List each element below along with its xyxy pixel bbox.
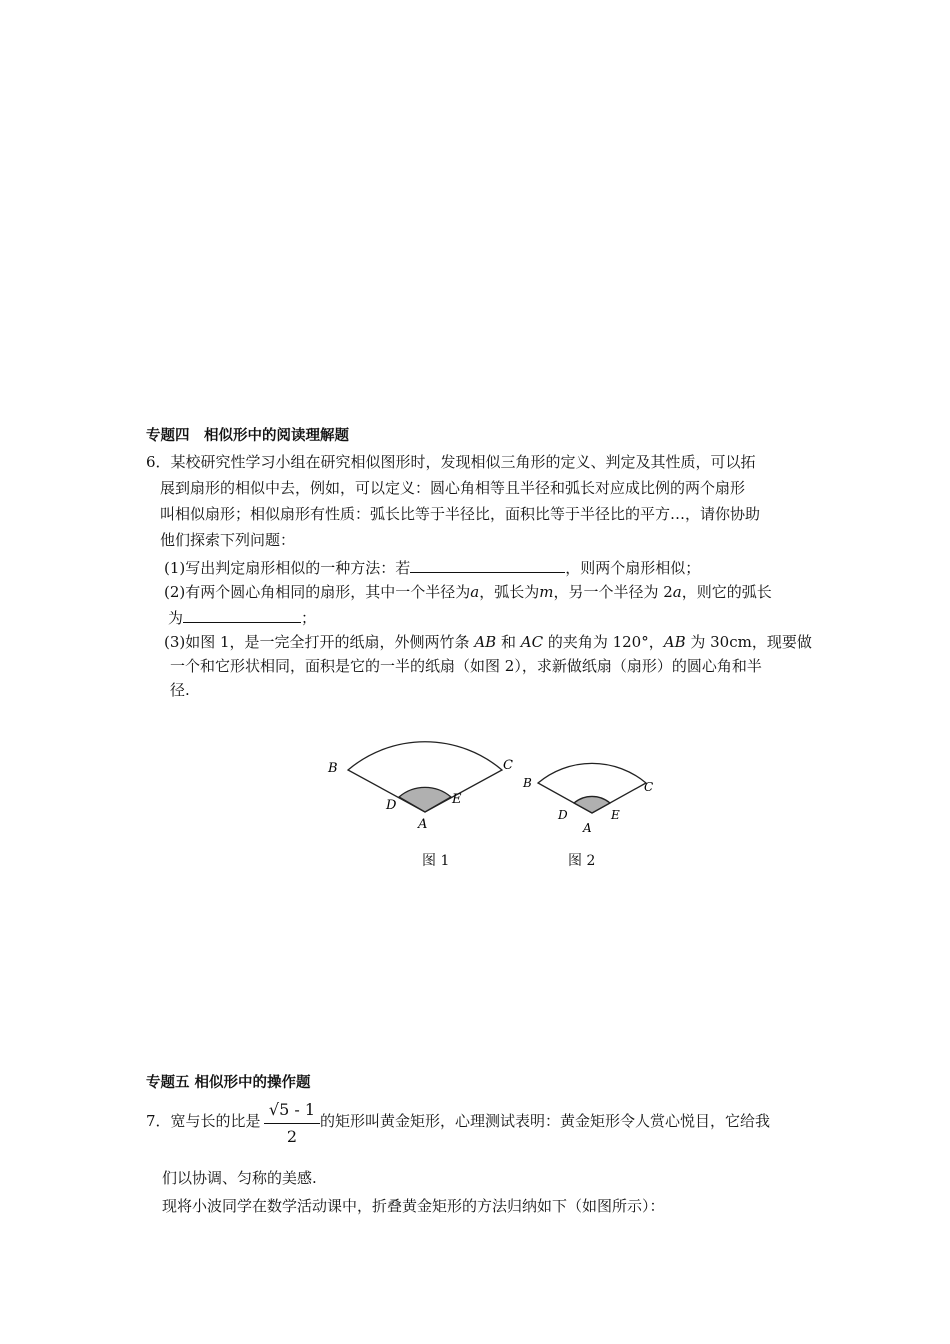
question-7-line-1-a: 7．宽与长的比是	[146, 1112, 261, 1130]
fraction-denominator: 2	[286, 1127, 298, 1146]
figure-1-fan	[320, 715, 530, 835]
section-4-title: 专题四 相似形中的阅读理解题	[146, 428, 349, 444]
fraction-numerator: √5 - 1	[264, 1100, 320, 1124]
question-6-part-1	[164, 556, 700, 578]
seg-ab-2: AB	[663, 633, 686, 651]
question-6-line-2: 展到扇形的相似中去，例如，可以定义：圆心角相等且半径和弧长对应成比例的两个扇形	[160, 479, 746, 497]
var-a-2: a	[672, 583, 682, 601]
part-2-text-c: ，另一个半径为 2	[553, 583, 673, 601]
fig2-label-c: C	[644, 780, 654, 794]
question-6-number: 6	[146, 453, 156, 471]
fig1-label-a: A	[418, 817, 428, 832]
figure-2-caption: 图 2	[568, 853, 596, 869]
part-1-answer-blank[interactable]	[410, 556, 565, 573]
var-a: a	[470, 583, 480, 601]
var-m: m	[539, 583, 554, 601]
part-1-text-b: ，则两个扇形相似；	[565, 559, 701, 577]
section-5-title: 专题五 相似形中的操作题	[146, 1075, 311, 1091]
fig2-label-a: A	[583, 821, 592, 835]
fan-inner-shaded-2	[574, 796, 610, 813]
fig1-label-e: E	[452, 792, 462, 807]
question-6-line-1-text: ．某校研究性学习小组在研究相似图形时，发现相似三角形的定义、判定及其性质，可以拓	[155, 453, 756, 471]
part-2-text-a: (2)有两个圆心角相同的扇形，其中一个半径为	[164, 583, 471, 601]
fig2-label-d: D	[558, 808, 568, 822]
figure-1-caption: 图 1	[422, 853, 450, 869]
question-7-line-3: 现将小波同学在数学活动课中，折叠黄金矩形的方法归纳如下（如图所示）：	[162, 1197, 665, 1215]
question-6-part-3-line-3: 径.	[170, 681, 190, 699]
part-2-text-d: ，则它的弧长	[681, 583, 772, 601]
part-2-text-e: 为	[168, 609, 184, 627]
part-3-text-c: 的夹角为 120°，	[543, 633, 664, 651]
question-6-part-2-line-2	[168, 606, 316, 628]
part-3-text-b: 和	[496, 633, 521, 651]
golden-ratio-fraction	[264, 1100, 320, 1147]
question-6-line-4: 他们探索下列问题：	[160, 531, 296, 549]
fig2-label-b: B	[523, 776, 532, 790]
question-6-part-2	[164, 582, 772, 602]
part-2-text-b: ，弧长为	[479, 583, 540, 601]
question-6-part-3-line-2: 一个和它形状相同，面积是它的一半的纸扇（如图 2），求新做纸扇（扇形）的圆心角和半	[170, 657, 762, 675]
figure-2-fan	[518, 740, 663, 840]
question-7-line-1-b: 的矩形叫黄金矩形，心理测试表明：黄金矩形令人赏心悦目，它给我	[320, 1112, 771, 1130]
part-1-text-a: (1)写出判定扇形相似的一种方法：若	[164, 559, 411, 577]
fig1-label-d: D	[386, 798, 397, 813]
seg-ac: AC	[520, 633, 544, 651]
part-3-text-a: (3)如图 1，是一完全打开的纸扇，外侧两竹条	[164, 633, 475, 651]
seg-ab: AB	[474, 633, 497, 651]
question-6-line-3: 叫相似扇形；相似扇形有性质：弧长比等于半径比，面积比等于半径比的平方…，请你协助	[160, 505, 761, 523]
fig2-label-e: E	[611, 808, 620, 822]
fig1-label-b: B	[328, 761, 338, 776]
part-3-text-d: 为 30cm，现要做	[685, 633, 812, 651]
question-6-part-3	[164, 632, 812, 652]
fan-inner-shaded-1	[399, 787, 451, 812]
fig1-label-c: C	[503, 758, 513, 773]
question-6-line-1	[146, 452, 756, 472]
question-7-line-2: 们以协调、匀称的美感.	[162, 1169, 317, 1187]
part-2-answer-blank[interactable]	[183, 606, 301, 623]
part-2-text-f: ；	[301, 609, 317, 627]
